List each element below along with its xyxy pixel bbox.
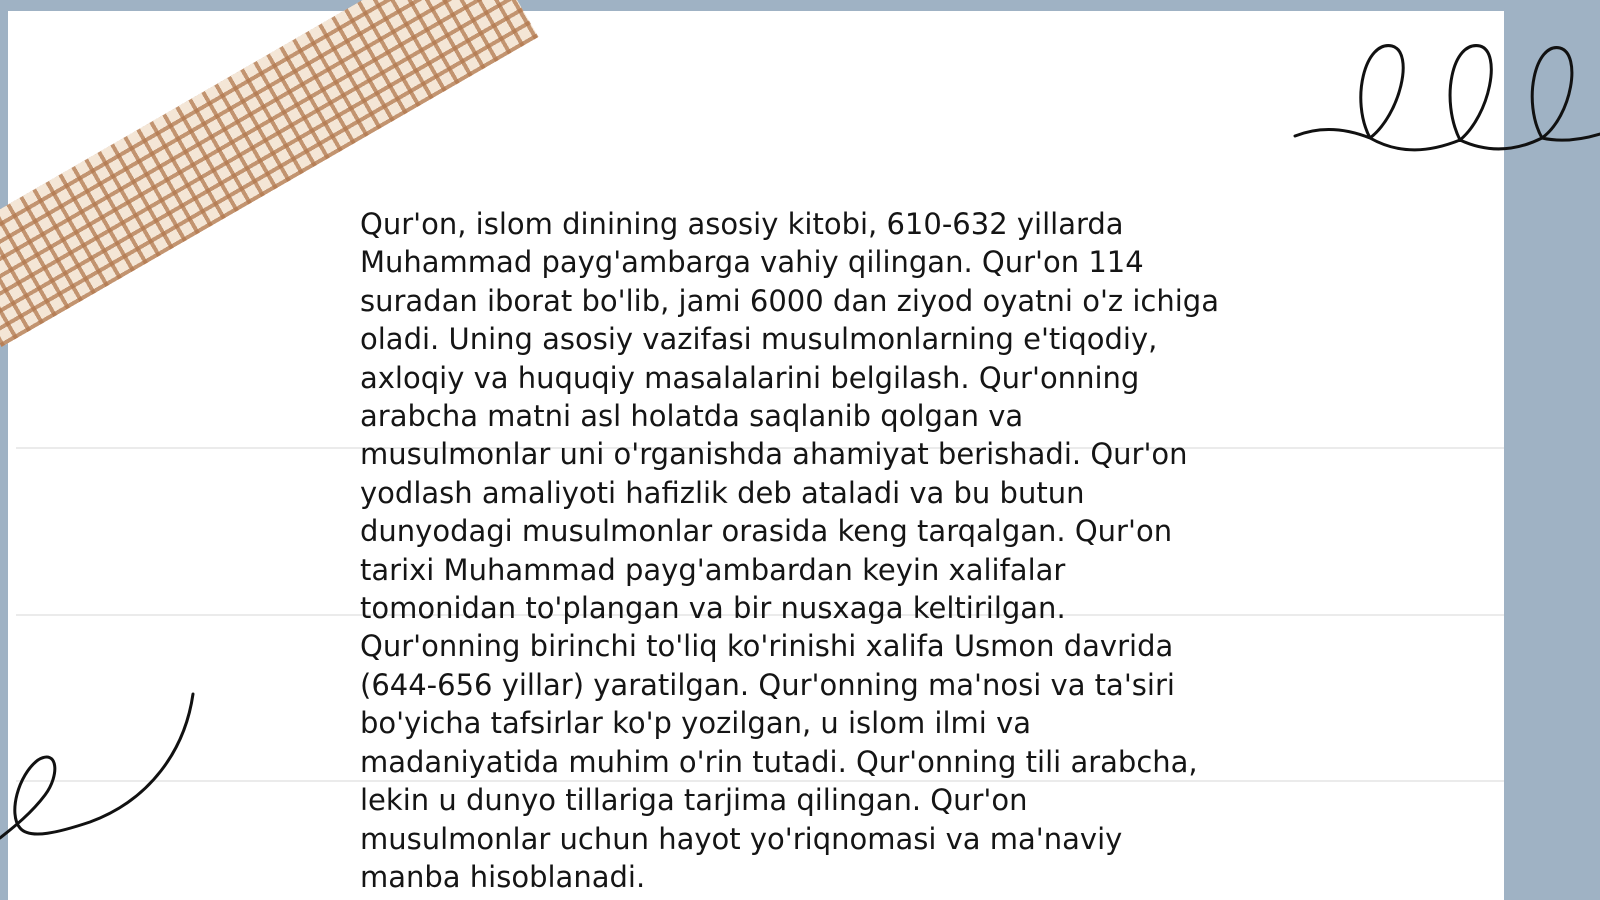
body-paragraph: Qur'on, islom dinining asosiy kitobi, 610-632 yillarda Muhammad payg'ambarga vahiy qilingan. Qur'on 114 suradan iborat bo'lib, jami 6000 dan ziyod oyatni o'z ichiga oladi. Uning asosiy vazifasi musulmonlarning e'tiqodiy, axloqiy va huquqiy masalalarini belgilash. Qur'onning arabcha matni asl holatda saqlanib qolgan va musulmonlar uni o'rganishda ahamiyat berishadi. Qur'on yodlash amaliyoti hafizlik deb ataladi va bu butun dunyodagi musulmonlar orasida keng tarqalgan. Qur'on tarixi Muhammad payg'ambardan keyin xalifalar tomonidan to'plangan va bir nusxaga keltirilgan. Qur'onning birinchi to'liq ko'rinishi xalifa Usmon davrida (644-656 yillar) yaratilgan. Qur'onning ma'nosi va ta'siri bo'yicha tafsirlar ko'p yozilgan, u islom ilmi va madaniyatida muhim o'rin tutadi. Qur'onning tili arabcha, lekin u dunyo tillariga tarjima qilingan. Qur'on musulmonlar uchun hayot yo'riqnomasi va ma'naviy manba hisoblanadi. <box>360 207 1219 894</box>
curl-squiggle-icon <box>0 690 200 850</box>
loop-squiggle-icon <box>1290 30 1600 160</box>
